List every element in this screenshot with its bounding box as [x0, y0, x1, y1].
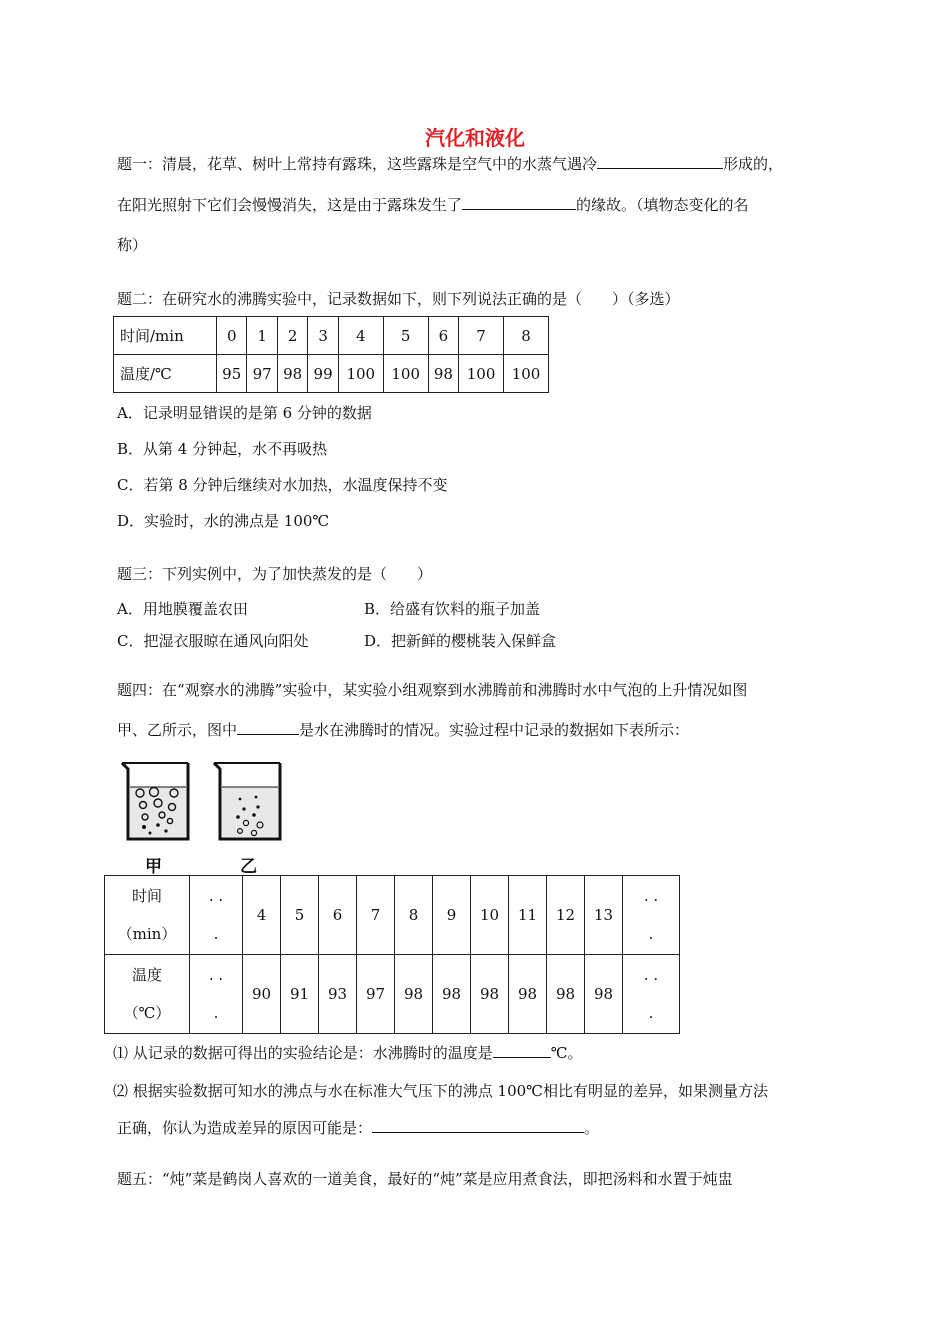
table-cell: 93: [319, 955, 357, 1034]
header-unit-min: （min）: [117, 925, 177, 943]
table-cell: 8: [395, 876, 433, 955]
q1-text-b: 形成的，: [723, 155, 784, 173]
q4-sub2-line2: [117, 1117, 599, 1138]
table-header-cell: 温度/℃: [114, 355, 217, 393]
table-cell: 98: [509, 955, 547, 1034]
table-cell: 4: [338, 317, 383, 355]
table-cell: 100: [504, 355, 549, 393]
q4-blank-3[interactable]: [372, 1117, 584, 1133]
q3-option-a: A．用地膜覆盖农田: [117, 600, 248, 618]
q2-option-a: A．记录明显错误的是第 6 分钟的数据: [117, 404, 372, 422]
beaker-yi-figure: [210, 757, 286, 843]
figure-label-yi: 乙: [240, 857, 257, 877]
q4-sub2-line1: ⑵ 根据实验数据可知水的沸点与水在标准大气压下的沸点 100℃相比有明显的差异，如果测量方法: [113, 1082, 768, 1100]
page-title: 汽化和液化: [425, 126, 525, 150]
table-header-cell: 时间/min: [114, 317, 217, 355]
table-row: [105, 876, 680, 955]
table-cell: 100: [459, 355, 504, 393]
q1-text-c: 在阳光照射下它们会慢慢消失，这是由于露珠发生了: [117, 196, 463, 214]
ellipsis-cell: [190, 876, 243, 955]
q4-sub1-unit: ℃。: [550, 1044, 583, 1062]
header-text-time: 时间: [131, 887, 162, 905]
table-cell: 6: [428, 317, 458, 355]
table-cell: 98: [428, 355, 458, 393]
q4-blank-1[interactable]: [237, 719, 299, 735]
q1-line1: [117, 153, 783, 174]
q3-option-c: C．把湿衣服晾在通风向阳处: [117, 632, 309, 650]
table-cell: 7: [459, 317, 504, 355]
table-header-cell: [105, 955, 190, 1034]
q4-line2: [117, 719, 689, 740]
table-cell: 95: [217, 355, 247, 393]
table-cell: 98: [585, 955, 623, 1034]
table-cell: 2: [277, 317, 307, 355]
table-cell: 100: [383, 355, 428, 393]
beaker-jia-figure: [118, 757, 194, 843]
ellipsis-bottom: .: [213, 1004, 219, 1022]
table-cell: 5: [383, 317, 428, 355]
q2-table: [113, 316, 549, 393]
table-cell: 12: [547, 876, 585, 955]
ellipsis-bottom: .: [648, 925, 654, 943]
q3-option-b: B．给盛有饮料的瓶子加盖: [364, 600, 541, 618]
table-cell: 1: [247, 317, 277, 355]
q2-option-c: C．若第 8 分钟后继续对水加热，水温度保持不变: [117, 476, 448, 494]
q4-text-b: 是水在沸腾时的情况。实验过程中记录的数据如下表所示：: [299, 721, 690, 739]
table-cell: 98: [277, 355, 307, 393]
ellipsis-cell: [623, 955, 680, 1034]
table-cell: 5: [281, 876, 319, 955]
table-cell: 97: [247, 355, 277, 393]
table-cell: 9: [433, 876, 471, 955]
ellipsis-cell: [190, 955, 243, 1034]
table-cell: 91: [281, 955, 319, 1034]
ellipsis-top: . .: [208, 887, 224, 905]
table-cell: 100: [338, 355, 383, 393]
q4-sub1: [113, 1042, 583, 1063]
table-cell: 10: [471, 876, 509, 955]
table-cell: 90: [243, 955, 281, 1034]
ellipsis-top: . .: [643, 966, 659, 984]
table-cell: 6: [319, 876, 357, 955]
header-unit-celsius: （℃）: [123, 1004, 171, 1022]
ellipsis-bottom: .: [213, 925, 219, 943]
ellipsis-bottom: .: [648, 1004, 654, 1022]
q3-option-d: D．把新鲜的樱桃装入保鲜盒: [364, 632, 557, 650]
q1-line3: 称）: [117, 236, 148, 254]
table-cell: 97: [357, 955, 395, 1034]
q1-text-a: 题一：清晨，花草、树叶上常持有露珠，这些露珠是空气中的水蒸气遇冷: [117, 155, 598, 173]
q1-line2: [117, 194, 749, 215]
table-cell: 13: [585, 876, 623, 955]
figure-label-jia: 甲: [145, 857, 162, 877]
ellipsis-top: . .: [643, 887, 659, 905]
table-cell: 99: [308, 355, 338, 393]
table-cell: 98: [395, 955, 433, 1034]
table-header-cell: [105, 876, 190, 955]
q4-sub1-text: ⑴ 从记录的数据可得出的实验结论是：水沸腾时的温度是: [113, 1044, 493, 1062]
table-cell: 11: [509, 876, 547, 955]
table-cell: 4: [243, 876, 281, 955]
table-cell: 3: [308, 317, 338, 355]
table-cell: 8: [504, 317, 549, 355]
table-row: [105, 955, 680, 1034]
table-row: [114, 355, 549, 393]
q2-stem: 题二：在研究水的沸腾实验中，记录数据如下，则下列说法正确的是（ ）（多选）: [117, 290, 680, 308]
q4-sub2-end: 。: [584, 1119, 600, 1137]
q1-text-d: 的缘故。（填物态变化的名: [576, 196, 749, 214]
ellipsis-top: . .: [208, 966, 224, 984]
table-cell: 98: [547, 955, 585, 1034]
table-cell: 0: [217, 317, 247, 355]
q4-table: [104, 875, 680, 1034]
table-row: [114, 317, 549, 355]
q1-blank-2[interactable]: [462, 194, 576, 210]
ellipsis-cell: [623, 876, 680, 955]
q4-blank-2[interactable]: [493, 1042, 551, 1058]
q4-text-a: 甲、乙所示，图中: [117, 721, 238, 739]
q1-blank-1[interactable]: [597, 153, 723, 169]
q3-stem: 题三：下列实例中，为了加快蒸发的是（ ）: [117, 565, 433, 583]
q4-line1: 题四：在“观察水的沸腾”实验中，某实验小组观察到水沸腾前和沸腾时水中气泡的上升情况如图: [117, 681, 748, 699]
table-cell: 98: [433, 955, 471, 1034]
table-cell: 98: [471, 955, 509, 1034]
q4-sub2-text: 正确，你认为造成差异的原因可能是：: [117, 1119, 373, 1137]
header-text-temp: 温度: [131, 966, 162, 984]
q2-option-b: B．从第 4 分钟起，水不再吸热: [117, 440, 328, 458]
q5-line1: 题五：“炖”菜是鹤岗人喜欢的一道美食，最好的“炖”菜是应用煮食法，即把汤料和水置于炖盅: [117, 1170, 733, 1188]
table-cell: 7: [357, 876, 395, 955]
q2-option-d: D．实验时，水的沸点是 100℃: [117, 512, 330, 530]
